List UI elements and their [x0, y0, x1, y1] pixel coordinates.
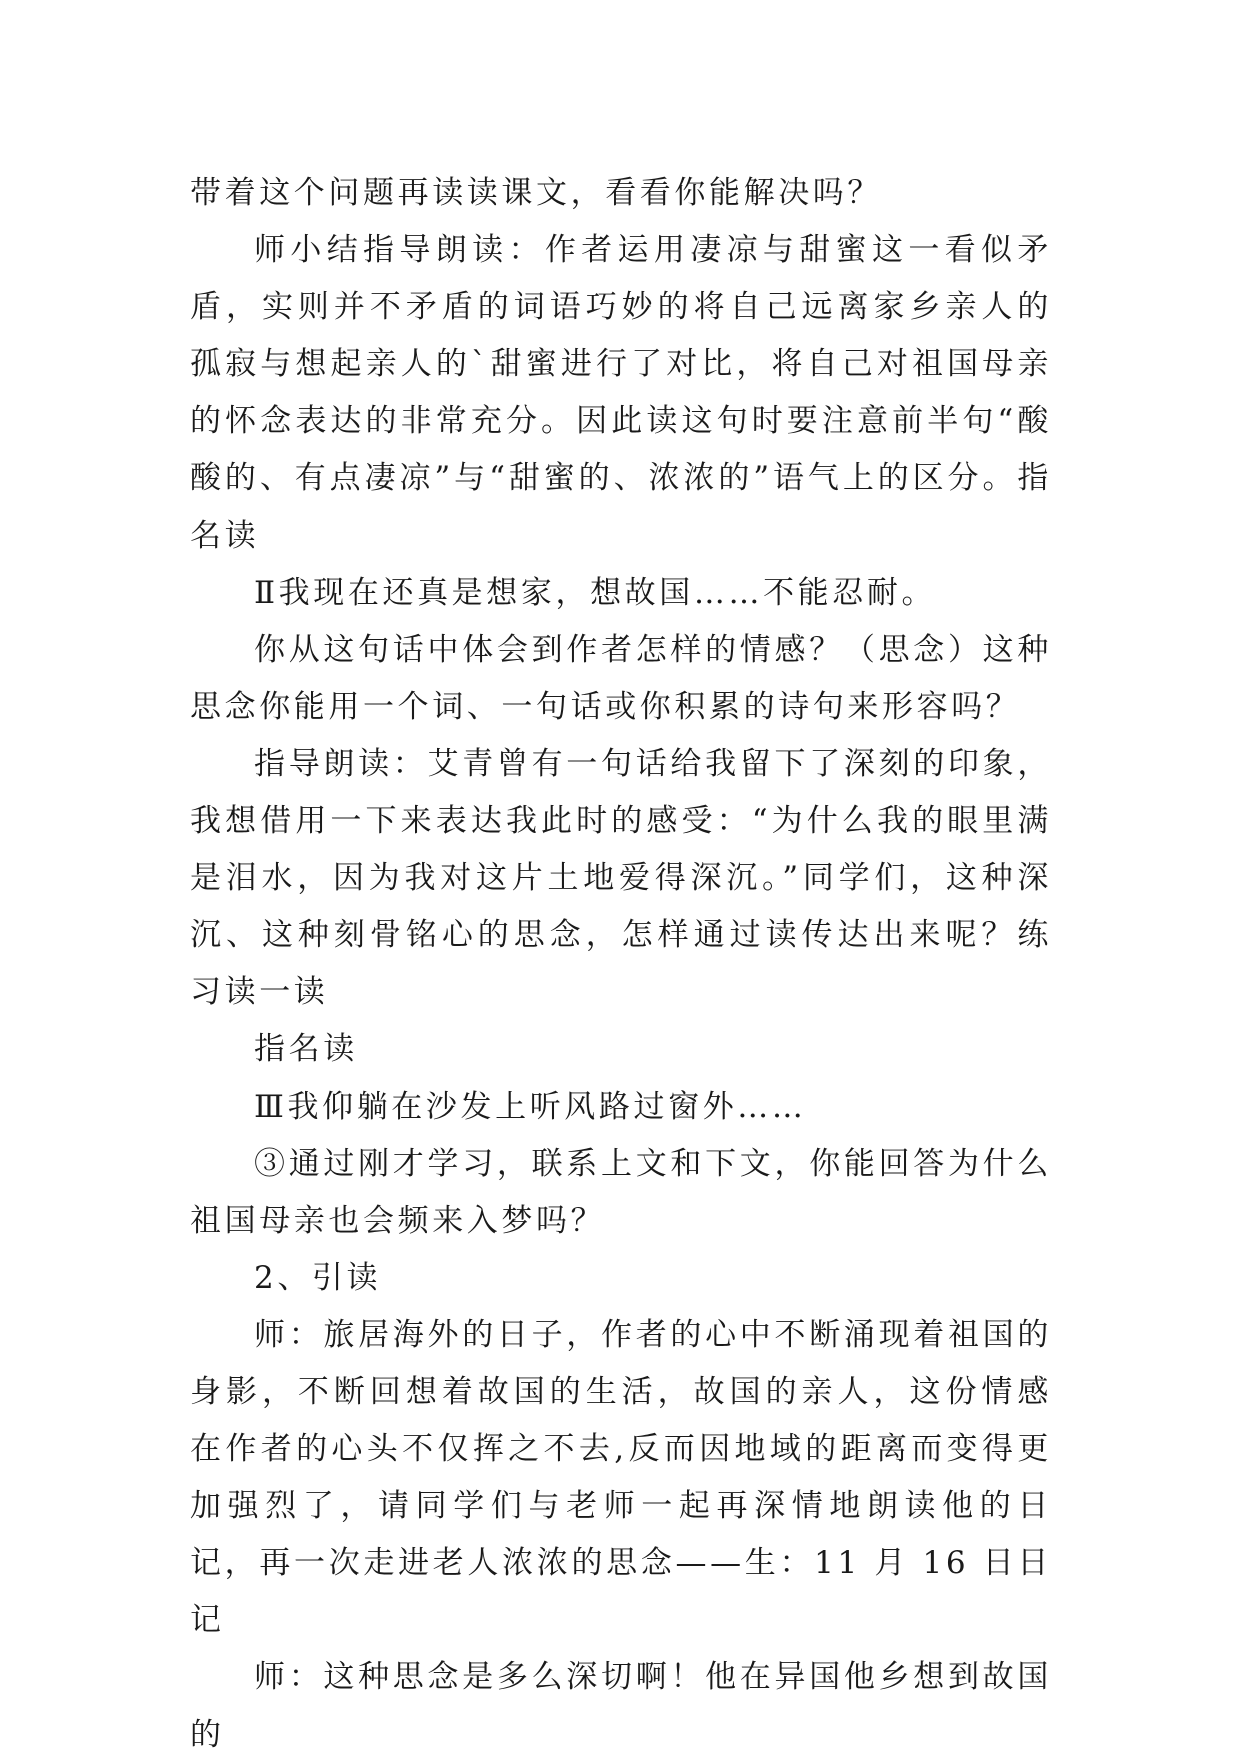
paragraph-1: 带着这个问题再读读课文，看看你能解决吗？	[190, 175, 882, 211]
paragraph-8: ③通过刚才学习，联系上文和下文，你能回答为什么祖国母亲也会频来入梦吗？	[190, 1145, 1052, 1239]
document-body	[190, 165, 1052, 1764]
paragraph-11: 师：这种思念是多么深切啊！他在异国他乡想到故国的	[190, 1659, 1052, 1753]
paragraph-10: 师：旅居海外的日子，作者的心中不断涌现着祖国的身影，不断回想着故国的生活，故国的亲人，这份情感在作者的心头不仅挥之不去,反而因地域的距离而变得更加强烈了，请同学们与老师一起再深情地朗读他的日记，再一次走进老人浓浓的思念——生：11 月 16 日日记	[190, 1316, 1052, 1639]
paragraph-9: 2、引读	[254, 1259, 382, 1296]
paragraph-5: 指导朗读：艾青曾有一句话给我留下了深刻的印象，我想借用一下来表达我此时的感受：“为什么我的眼里满是泪水，因为我对这片土地爱得深沉。”同学们，这种深沉、这种刻骨铭心的思念，怎样通过读传达出来呢？练习读一读	[190, 745, 1052, 1011]
paragraph-4: 你从这句话中体会到作者怎样的情感？（思念）这种思念你能用一个词、一句话或你积累的诗句来形容吗？	[190, 631, 1052, 725]
paragraph-3: Ⅱ我现在还真是想家，想故国……不能忍耐。	[254, 574, 937, 611]
paragraph-7: Ⅲ我仰躺在沙发上听风路过窗外……	[254, 1088, 807, 1125]
paragraph-6: 指名读	[254, 1031, 358, 1068]
paragraph-2: 师小结指导朗读：作者运用凄凉与甜蜜这一看似矛盾，实则并不矛盾的词语巧妙的将自己远离家乡亲人的孤寂与想起亲人的`甜蜜进行了对比，将自己对祖国母亲的怀念表达的非常充分。因此读这句时要注意前半句“酸酸的、有点凄凉”与“甜蜜的、浓浓的”语气上的区分。指名读	[190, 232, 1052, 554]
